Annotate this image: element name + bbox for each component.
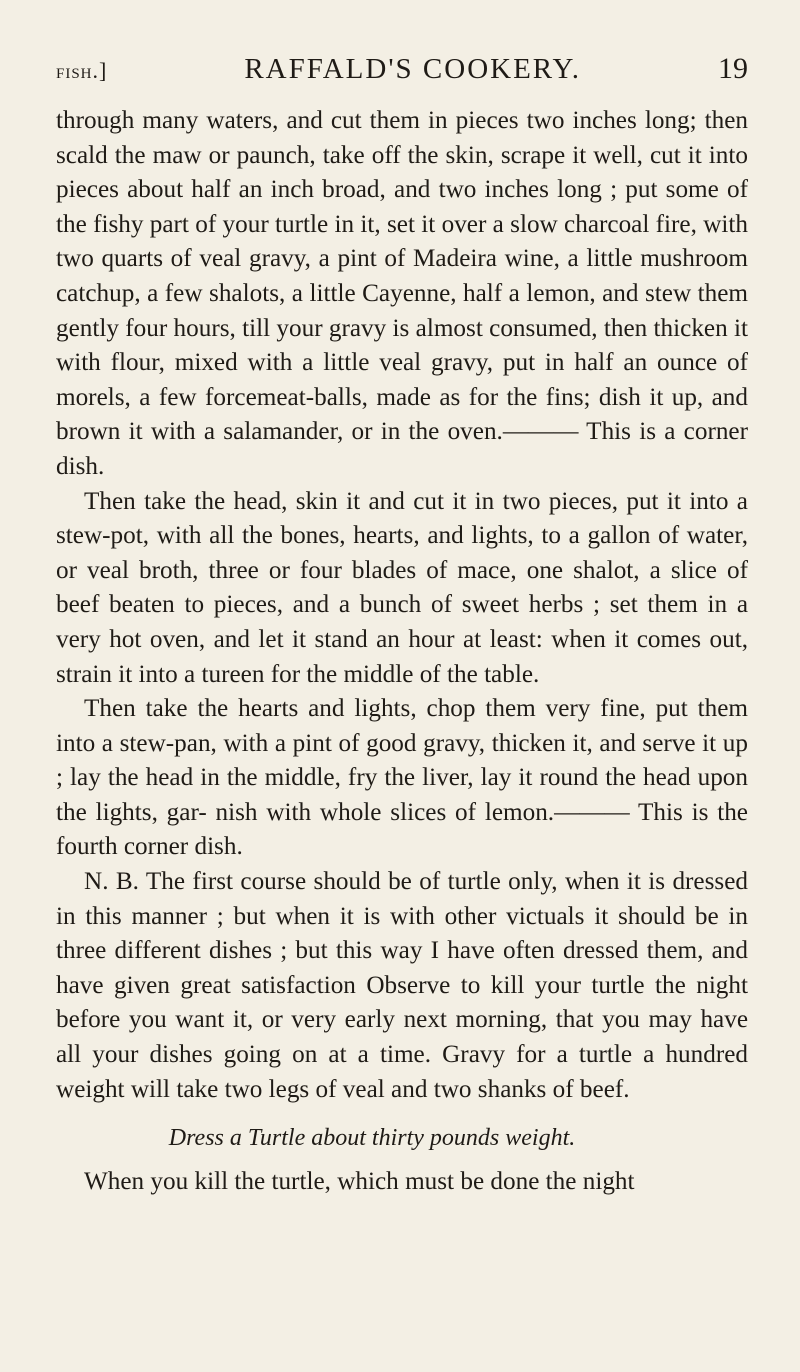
running-head xyxy=(56,52,748,88)
body-text xyxy=(56,104,748,1200)
paragraph-closing: When you kill the turtle, which must be done the night xyxy=(84,1168,635,1196)
paragraph-continuation: through many waters, and cut them in pieces two inches long; then scald the maw or paunch, take off the skin, scrape it well, cut it into pieces about half an inch broad, and two inches long ; put some of the fishy part of your turtle in it, set it over a slow charcoal fire, with two quarts of veal gravy, a pint of Madeira wine, a little mushroom catchup, a few shalots, a little Cayenne, half a lemon, and stew them gently four hours, till your gravy is almost consumed, then thicken it with flour, mixed with a little veal gravy, put in half an ounce of morels, a few forcemeat-balls, made as for the fins; dish it up, and brown it with a salamander, or in the oven.——— This is a corner dish. xyxy=(56,107,748,480)
paragraph-hearts-dish: Then take the hearts and lights, chop them very fine, put them into a stew-pan, with a pint of good gravy, thicken it, and serve it up ; lay the head in the middle, fry the liver, lay it round the head upon the lights, gar- nish with whole slices of lemon.——— This is the fourth corner dish. xyxy=(56,695,748,861)
section-label: fish.] xyxy=(56,58,108,83)
paragraph-nota-bene: N. B. The first course should be of turtle only, when it is dressed in this manner ; but when it is with other victuals it should be in three different dishes ; but this way I have often dressed them, and have given great satisfaction Observe to kill your turtle the night before you want it, or very early next morning, that you may have all your dishes going on at a time. Gravy for a turtle a hundred weight will take two legs of veal and two shanks of beef. xyxy=(56,868,748,1103)
recipe-subheading-text: Dress a Turtle about thirty pounds weight. xyxy=(168,1125,576,1152)
paragraph-head-dish: Then take the head, skin it and cut it in two pieces, put it into a stew-pot, with all the bones, hearts, and lights, to a gallon of water, or veal broth, three or four blades of mace, one shalot, a slice of beef beaten to pieces, and a bunch of sweet herbs ; set them in a very hot oven, and let it stand an hour at least: when it comes out, strain it into a tureen for the middle of the table. xyxy=(56,487,748,688)
page-number: 19 xyxy=(718,52,748,85)
recipe-subheading xyxy=(56,1121,748,1155)
book-title: RAFFALD'S COOKERY. xyxy=(244,53,582,85)
